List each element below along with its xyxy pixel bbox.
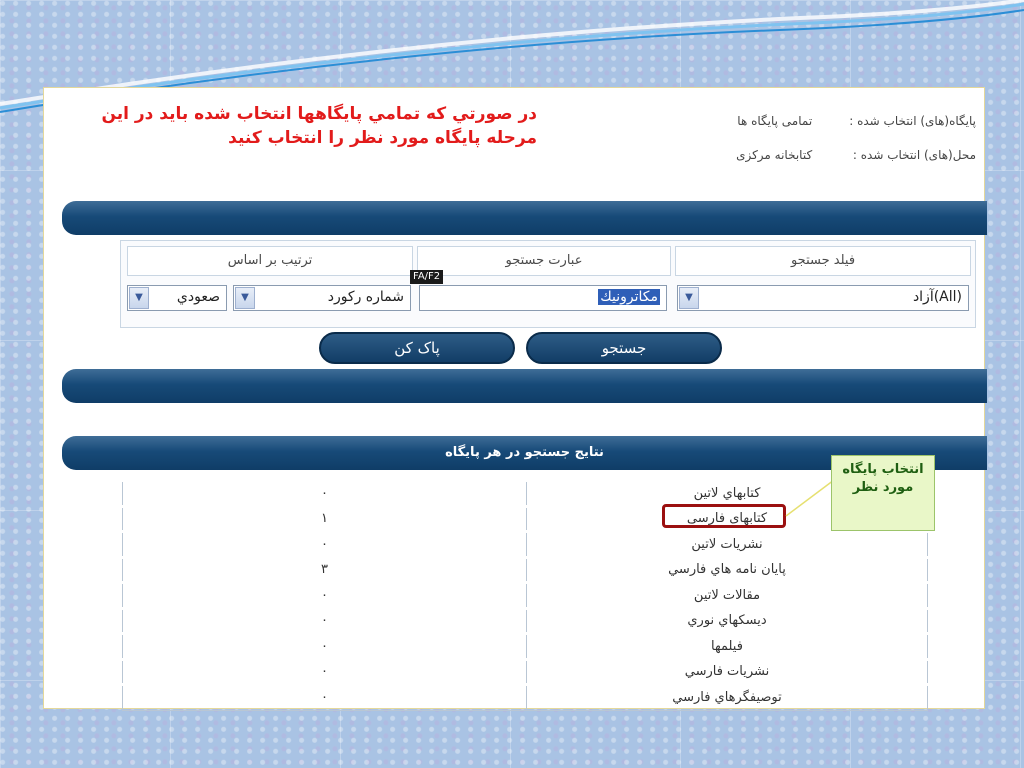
database-name-link[interactable]: نشريات لاتين bbox=[527, 532, 928, 558]
field-header: فیلد جستجو bbox=[675, 246, 971, 276]
database-name-link[interactable]: كتابهاى فارسى bbox=[527, 506, 928, 532]
chevron-down-icon[interactable]: ▼ bbox=[679, 287, 699, 309]
instruction-note: در صورتي كه تمامي پايگاهها انتخاب شده بايد در اين مرحله پايگاه مورد نظر را انتخاب كنيد bbox=[101, 104, 537, 148]
result-count: ٠ bbox=[123, 685, 527, 711]
table-row[interactable] bbox=[123, 583, 928, 609]
result-count: ٣ bbox=[123, 557, 527, 583]
result-count: ١ bbox=[123, 506, 527, 532]
sort-header: ترتیب بر اساس bbox=[127, 246, 413, 276]
chevron-down-icon[interactable]: ▼ bbox=[235, 287, 255, 309]
result-count: ٠ bbox=[123, 583, 527, 609]
result-count: ٠ bbox=[123, 481, 527, 507]
sort-order-select[interactable]: ▼ صعودي bbox=[127, 285, 227, 311]
search-form bbox=[120, 240, 976, 328]
result-count: ٠ bbox=[123, 532, 527, 558]
database-name-link[interactable]: مقالات لاتين bbox=[527, 583, 928, 609]
search-field-select[interactable]: ▼ آزاد(All) bbox=[677, 285, 969, 311]
selected-locations-info bbox=[736, 148, 976, 162]
selected-databases-label: پایگاه(های) انتخاب شده : bbox=[849, 114, 976, 128]
table-row[interactable] bbox=[123, 608, 928, 634]
results-title: نتايج جستجو در هر پايگاه bbox=[445, 445, 604, 460]
highlight-box bbox=[662, 504, 786, 528]
header-band bbox=[62, 201, 987, 235]
table-row[interactable] bbox=[123, 659, 928, 685]
selected-locations-label: محل(های) انتخاب شده : bbox=[852, 148, 976, 162]
search-button[interactable]: جستجو bbox=[526, 332, 722, 364]
selected-databases-value: تمامی پایگاه ها bbox=[737, 114, 813, 128]
selected-locations-value: کتابخانه مرکزی bbox=[736, 148, 813, 162]
selected-databases-info bbox=[737, 114, 976, 128]
callout-pointer bbox=[784, 478, 836, 518]
result-count: ٠ bbox=[123, 659, 527, 685]
table-row[interactable] bbox=[123, 532, 928, 558]
clear-button[interactable]: پاک کن bbox=[319, 332, 515, 364]
keyboard-layout-badge: FA/F2 bbox=[410, 270, 443, 284]
search-input-text: مكاترونيك bbox=[600, 289, 658, 305]
database-name-link[interactable]: پايان نامه هاي فارسي bbox=[527, 557, 928, 583]
screenshot-panel bbox=[43, 87, 985, 709]
select-database-callout: انتخاب پایگاه مورد نظر bbox=[831, 455, 935, 531]
result-count: ٠ bbox=[123, 634, 527, 660]
database-name-link[interactable]: فيلمها bbox=[527, 634, 928, 660]
chevron-down-icon[interactable]: ▼ bbox=[129, 287, 149, 309]
database-name-link[interactable]: توصيفگرهاي فارسي bbox=[527, 685, 928, 711]
database-name-link[interactable]: ديسكهاي نوري bbox=[527, 608, 928, 634]
result-count: ٠ bbox=[123, 608, 527, 634]
table-row[interactable] bbox=[123, 634, 928, 660]
table-row[interactable] bbox=[123, 685, 928, 711]
sort-by-select[interactable]: ▼ شماره رکورد bbox=[233, 285, 411, 311]
phrase-header: عبارت جستجو bbox=[417, 246, 671, 276]
database-name-link[interactable]: كتابهاي لاتين bbox=[527, 481, 928, 507]
footer-band bbox=[62, 369, 987, 403]
table-row[interactable] bbox=[123, 557, 928, 583]
database-name-link[interactable]: نشريات فارسي bbox=[527, 659, 928, 685]
search-input[interactable] bbox=[419, 285, 667, 311]
